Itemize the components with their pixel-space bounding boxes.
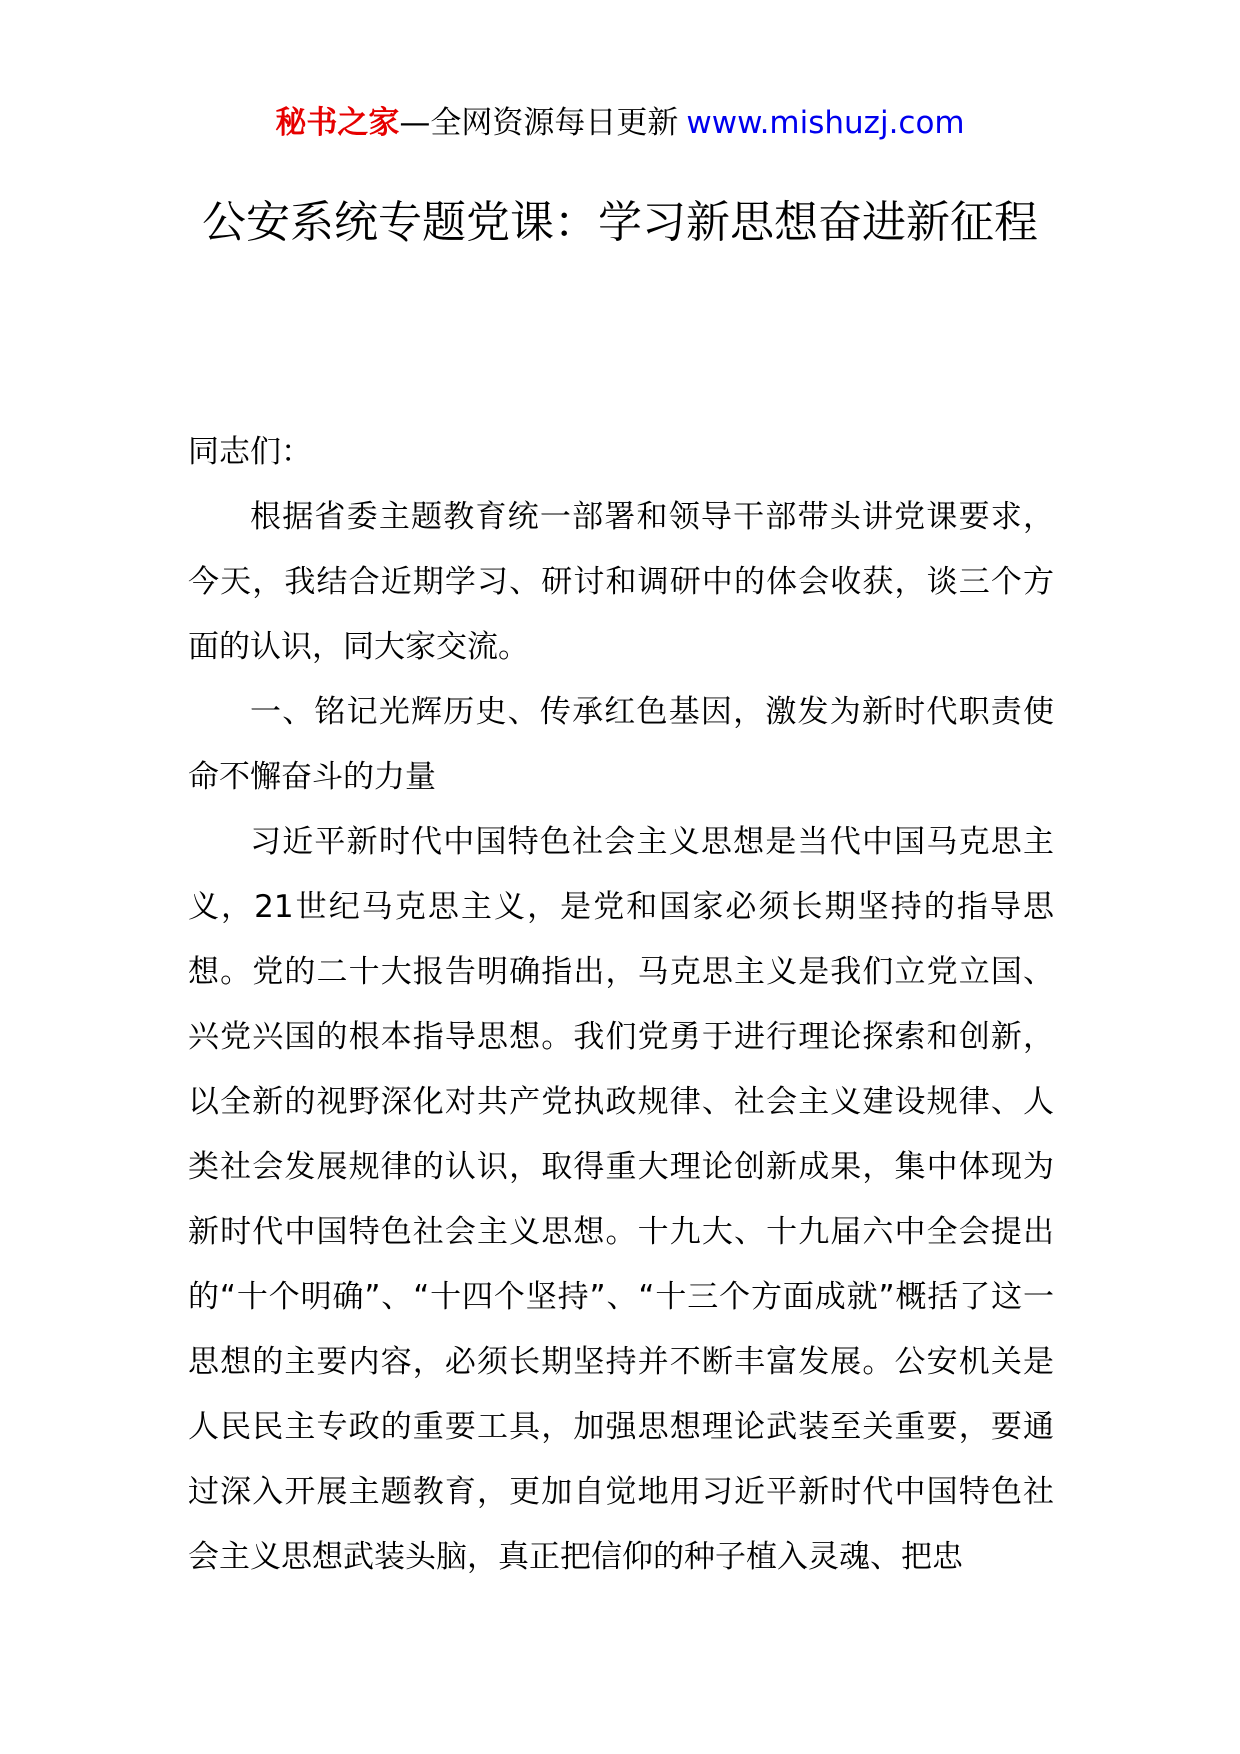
site-header (0, 98, 1240, 148)
document-body (188, 420, 1054, 1590)
document-title: 公安系统专题党课：学习新思想奋进新征程 (202, 197, 1038, 248)
greeting: 同志们： (188, 434, 312, 470)
site-url-link[interactable]: www.mishuzj.com (686, 105, 965, 141)
site-tagline: —全网资源每日更新 (399, 105, 679, 141)
paragraph-intro: 根据省委主题教育统一部署和领导干部带头讲党课要求，今天，我结合近期学习、研讨和调研中的体会收获，谈三个方面的认识，同大家交流。 (188, 499, 1054, 665)
section-heading-1: 一、铭记光辉历史、传承红色基因，激发为新时代职责使命不懈奋斗的力量 (188, 694, 1054, 795)
paragraph-section-1: 习近平新时代中国特色社会主义思想是当代中国马克思主义，21世纪马克思主义，是党和国家必须长期坚持的指导思想。党的二十大报告明确指出，马克思主义是我们立党立国、兴党兴国的根本指导思想。我们党勇于进行理论探索和创新，以全新的视野深化对共产党执政规律、社会主义建设规律、人类社会发展规律的认识，取得重大理论创新成果，集中体现为新时代中国特色社会主义思想。十九大、十九届六中全会提出的“十个明确”、“十四个坚持”、“十三个方面成就”概括了这一思想的主要内容，必须长期坚持并不断丰富发展。公安机关是人民民主专政的重要工具，加强思想理论武装至关重要，要通过深入开展主题教育，更加自觉地用习近平新时代中国特色社会主义思想武装头脑，真正把信仰的种子植入灵魂、把忠 (188, 824, 1054, 1575)
site-brand: 秘书之家 (275, 105, 400, 141)
